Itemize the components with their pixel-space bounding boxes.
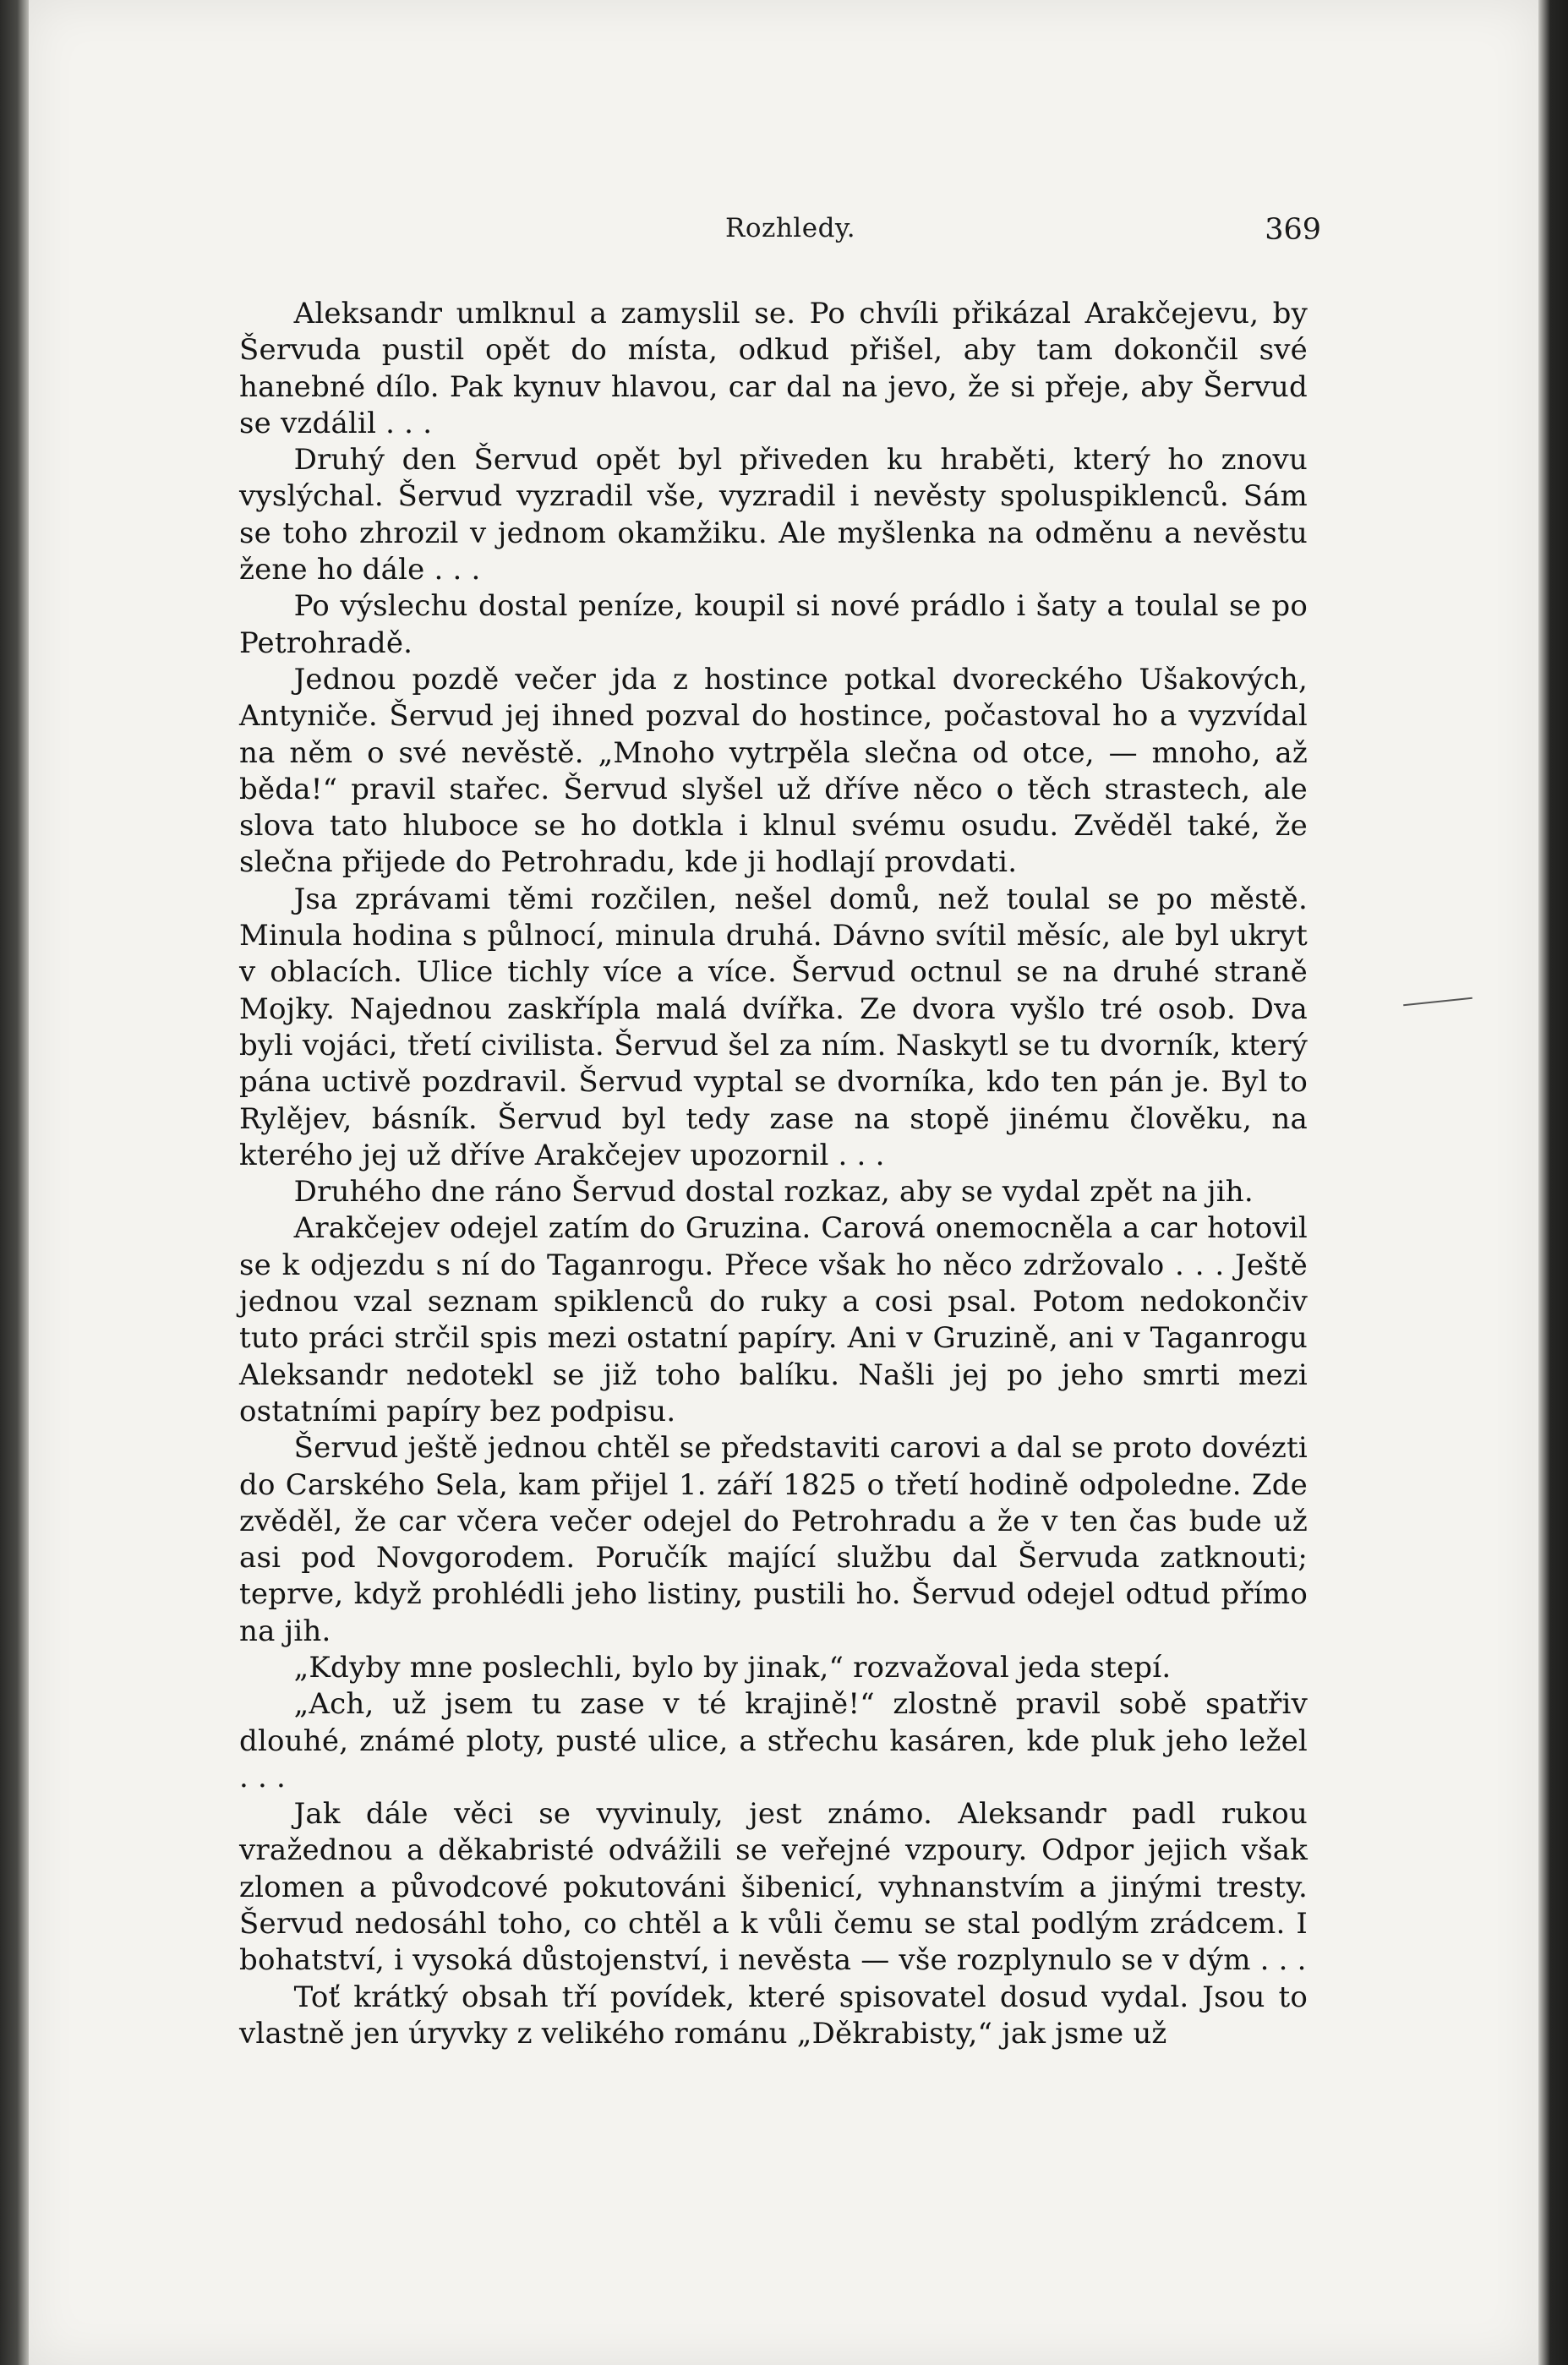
paragraph: Druhý den Šervud opět byl přiveden ku hraběti, který ho znovu vyslýchal. Šervud vyzradil vše, vyzradil i nevěsty spoluspiklenců. Sám se toho zhrozil v jednom okamžiku. Ale myšlenka na odměnu a nevěstu žene ho dále . . . bbox=[239, 443, 1308, 587]
paragraph: Šervud ještě jednou chtěl se představiti carovi a dal se proto dovézti do Carského Sela, kam přijel 1. září 1825 o třetí hodině odpoledne. Zde zvěděl, že car včera večer odejel do Petrohradu a že v ten čas bude už asi pod Novgorodem. Poručík mající službu dal Šervuda zatknouti; teprve, když prohlédli jeho listiny, pustili ho. Šervud odejel odtud přímo na jih. bbox=[239, 1431, 1308, 1648]
paragraph: Jednou pozdě večer jda z hostince potkal dvoreckého Ušakových, Antyniče. Šervud jej ihned pozval do hostince, počastoval ho a vyzvídal na něm o své nevěstě. „Mnoho vytrpěla slečna od otce, — mnoho, až běda!“ pravil stařec. Šervud slyšel už dříve něco o těch strastech, ale slova tato hluboce se ho dotkla i klnul svému osudu. Zvěděl také, že slečna přijede do Petrohradu, kde ji hodlají provdati. bbox=[239, 662, 1308, 880]
paragraph: „Ach, už jsem tu zase v té krajině!“ zlostně pravil sobě spatřiv dlouhé, známé ploty, pusté ulice, a střechu kasáren, kde pluk jeho ležel . . . bbox=[239, 1687, 1308, 1794]
scan-left-edge bbox=[0, 0, 29, 2365]
page-number: 369 bbox=[1265, 213, 1321, 247]
paragraph: Aleksandr umlknul a zamyslil se. Po chvíli přikázal Arakčejevu, by Šervuda pustil opět do místa, odkud přišel, aby tam dokončil své hanebné dílo. Pak kynuv hlavou, car dal na jevo, že si přeje, aby Šervud se vzdálil . . . bbox=[239, 297, 1308, 440]
paragraph: Jsa zprávami těmi rozčilen, nešel domů, než toulal se po městě. Minula hodina s půlnocí, minula druhá. Dávno svítil měsíc, ale byl ukryt v oblacích. Ulice tichly více a více. Šervud octnul se na druhé straně Mojky. Najednou zaskřípla malá dvířka. Ze dvora vyšlo tré osob. Dva byli vojáci, třetí civilista. Šervud šel za ním. Naskytl se tu dvorník, který pána uctivě pozdravil. Šervud vyptal se dvorníka, kdo ten pán je. Byl to Rylějev, básník. Šervud byl tedy zase na stopě jinému člověku, na kterého jej už dříve Arakčejev upozornil . . . bbox=[239, 882, 1308, 1172]
running-title: Rozhledy. bbox=[725, 213, 856, 243]
paragraph: Po výslechu dostal peníze, koupil si nové prádlo i šaty a toulal se po Petrohradě. bbox=[239, 589, 1308, 660]
scan-right-edge bbox=[1538, 0, 1568, 2365]
page-header bbox=[239, 213, 1321, 264]
paragraph: Jak dále věci se vyvinuly, jest známo. Aleksandr padl rukou vražednou a děkabristé odvážili se veřejné vzpoury. Odpor jejich však zlomen a původcové pokutováni šibenicí, vyhnanstvím a jinými tresty. Šervud nedosáhl toho, co chtěl a k vůli čemu se stal podlým zrádcem. I bohatství, i vysoká důstojenství, i nevěsta — vše rozplynulo se v dým . . . bbox=[239, 1797, 1308, 1978]
paragraph: „Kdyby mne poslechli, bylo by jinak,“ rozvažoval jeda stepí. bbox=[293, 1650, 1172, 1685]
body-text bbox=[239, 296, 1308, 2052]
paragraph: Toť krátký obsah tří povídek, které spisovatel dosud vydal. Jsou to vlastně jen úryvky z velikého románu „Děkrabisty,“ jak jsme už bbox=[239, 1980, 1308, 2051]
paragraph: Druhého dne ráno Šervud dostal rozkaz, aby se vydal zpět na jih. bbox=[293, 1175, 1254, 1210]
paragraph: Arakčejev odejel zatím do Gruzina. Carová onemocněla a car hotovil se k odjezdu s ní do Taganrogu. Přece však ho něco zdržovalo . . . Ještě jednou vzal seznam spiklenců do ruky a cosi psal. Potom nedokončiv tuto práci strčil spis mezi ostatní papíry. Ani v Gruzině, ani v Taganrogu Aleksandr nedotekl se již toho balíku. Našli jej po jeho smrti mezi ostatními papíry bez podpisu. bbox=[239, 1211, 1308, 1428]
